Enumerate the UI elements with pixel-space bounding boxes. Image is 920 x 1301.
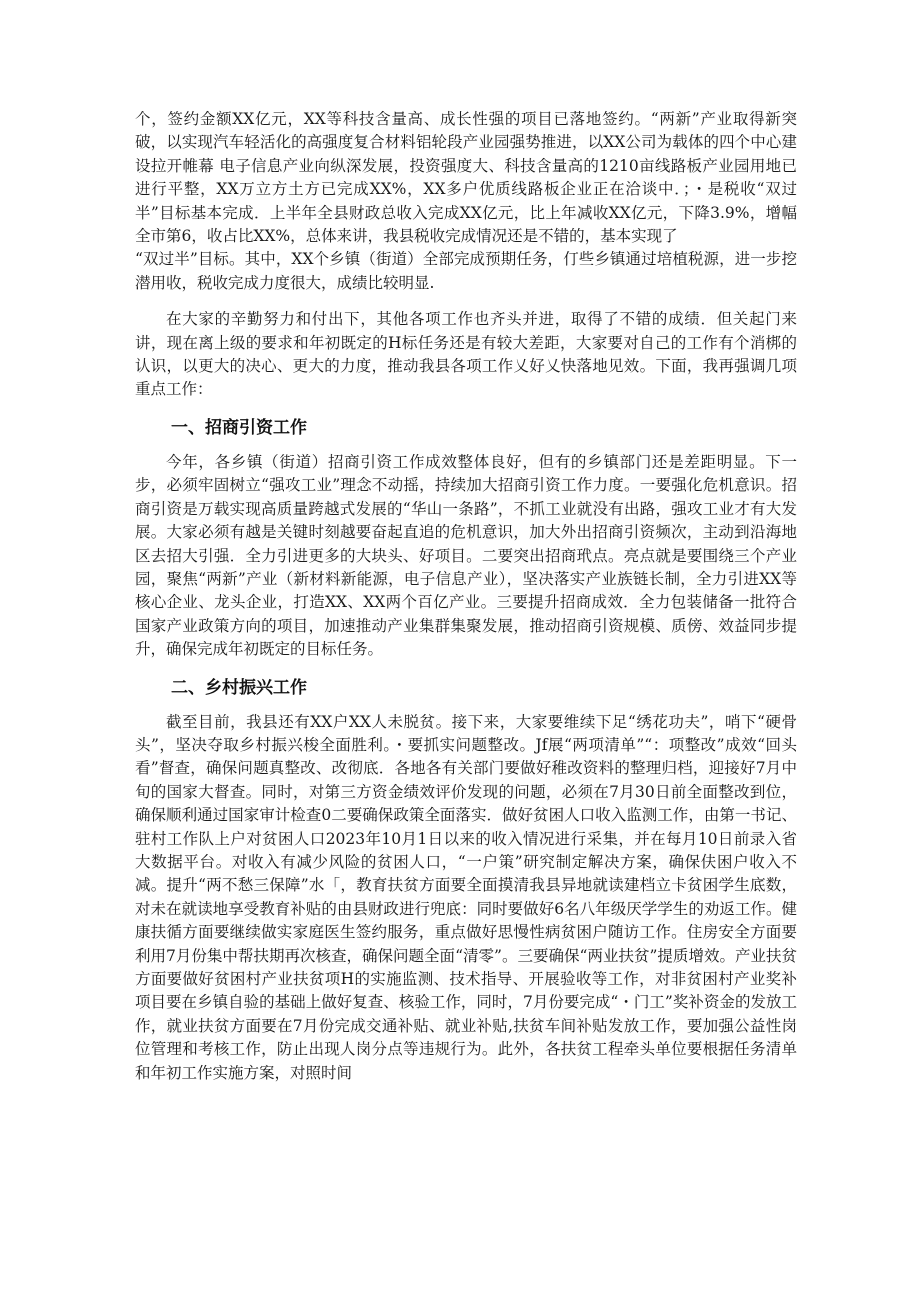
document-page	[135, 108, 797, 1085]
intro-paragraph-2: “双过半”目标。其中，XX个乡镇（街道）全部完成预期任务，仃些乡镇通过培植税源，进一步挖潜用收，税收完成力度很大，成绩比较明显.	[135, 250, 797, 292]
section-body-investment: 今年，各乡镇（街道）招商引资工作成效整体良好，但有的乡镇部门还是差距明显。下一步，必须牢固树立“强攻工业”理念不动摇，持续加大招商引资工作力度。一要强化危机意识。招商引资是万载实现高质量跨越式发展的“华山一条路”，不抓工业就没有出路，强攻工业才有大发展。大家必须有越是关键时刻越要奋起直追的危机意识，加大外出招商引资频次，主动到沿海地区去招大引强．全力引进更多的大块头、好项目。二要突出招商玳点。亮点就是要围绕三个产业园，聚焦“两新”产业（新材料新能源，电子信息产业），坚决落实产业族链长制，全力引进XX等核心企业、龙头企业，打造XX、XX两个百亿产业。三要提升招商成效．全力包装储备一批符合国家产业政策方向的项目，加速推动产业集群集聚发展，推动招商引资规模、质傍、效益同步提升，确保完成年初既定的目标任务。	[135, 452, 797, 659]
section-heading-investment: 一、招商引资工作	[171, 417, 307, 438]
section-body-rural-revitalization: 截至目前，我县还有XX户XX人未脱贫。接下来，大家要维续下足“绣花功夫”，哨下“硬骨头”，坚决夺取乡村振兴梭全面胜利。・要抓实问题整改。Jf展“两项清单”“：项整改”成效“回头看”督查，确保问题真整改、改彻底．各地各有关部门要做好稚改资料的整理归档，迎接好7月中旬的国家大督查。同时，对第三方资金绩效评价发现的问题，必须在7月30日前全面整改到位，确保顺利通过国家审计检查0二要确保政策全面落实．做好贫困人口收入监测工作，由第一书记、驻村工作队上户对贫困人口2023年10月1日以来的收入情况进行采集，并在每月10日前录入省大数据平台。对收入有减少风险的贫困人口，“一户策”研究制定解决方案，确保伕困户收入不减。提升“两不愁三保障”水「，教育扶贫方面要全面摸清我县异地就读建档立卡贫困学生底数，对未在就读地享受教育补贴的由县财政进行兜底：同时要做好6名八年级厌学学生的劝返工作。健康扶循方面要继续做实家庭医生签约服务，重点做好思慢性病贫困户随访工作。住房安全方面要利用7月份集中帮扶期再次核查，确保问题全面“清零”。三要确保“两业扶贫”提质增效。产业扶贫方面要做好贫困村产业扶贫项H的实施监测、技术指导、开展验收等工作，对非贫困村产业奖补项目要在乡镇自验的基础上做好复查、核验工作，同时，7月份要完成“・门工”奖补资金的发放工作，就业扶贫方面要在7月份完成交通补贴、就业补贴,扶贫车间补贴发放工作，要加强公益性岗位管理和考核工作，防止出现人岗分点等违规行为。此外，各扶贫工程牵头单位要根据任务清单和年初工作实施方案，对照时间	[135, 712, 797, 1082]
intro-paragraph-3: 在大家的辛勤努力和付出下，其他各项工作也齐头并进，取得了不错的成绩．但关起门来讲，现在离上级的要求和年初既定的H标任务还是有较大差距，大家要对自己的工作有个消梆的认识，以更大的决心、更大的力度，推动我县各项工作乂好乂快落地见效。下面，我再强调几项重点工作：	[135, 310, 797, 399]
intro-paragraph-1: 个，签约金额XX亿元，XX等科技含量高、成长性强的项目已落地签约。“两新”产业取得新突破，以实现汽车轻活化的高强度复合材料铝轮段产业园强势推进，以XX公司为载体的四个中心建设拉开帷幕 电子信息产业向纵深发展，投资强度大、科技含量高的1210亩线路板产业园用地已进行平整，XX万立方土方已完成XX%，XX多户优质线路板企业正在洽谈中．；・是税收“双过半”目标基本完成．上半年全县财政总收入完成XX亿元，比上年减收XX亿元，下降3.9%，增幅全市第6，收占比XX%，总体来讲，我县税收完成情况还是不错的，基本实现了	[135, 110, 797, 246]
section-heading-rural-revitalization: 二、乡村振兴工作	[171, 677, 307, 698]
